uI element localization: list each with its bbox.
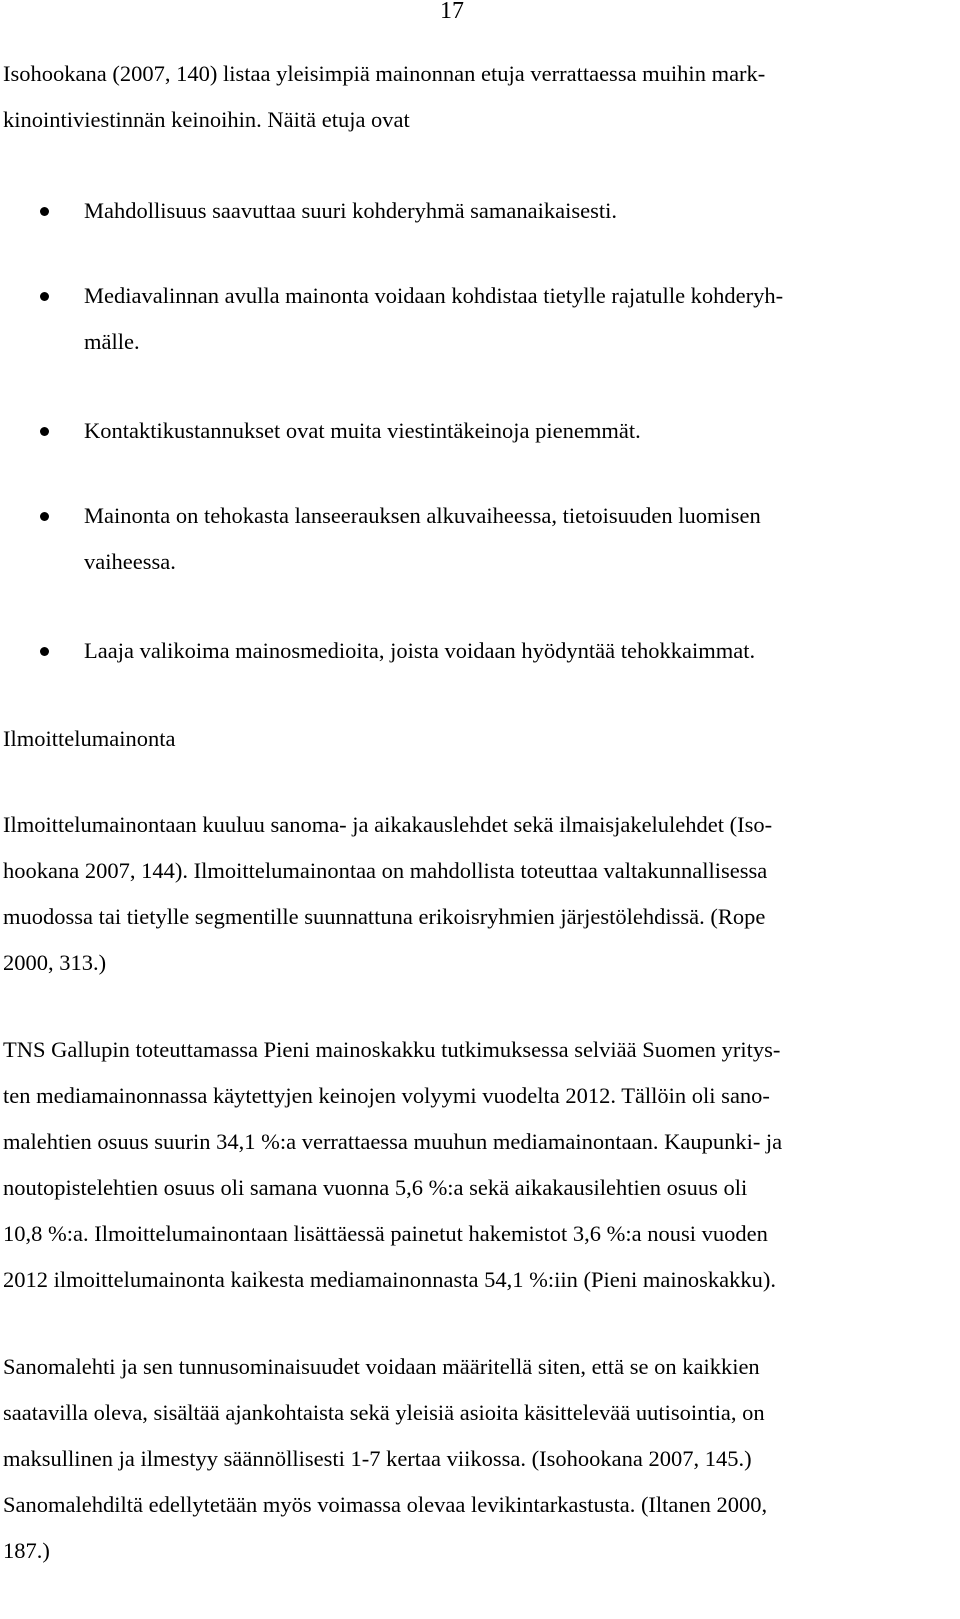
list-item-text: Mahdollisuus saavuttaa suuri kohderyhmä samanaikaisesti. xyxy=(84,198,618,223)
list-item-text: Mainonta on tehokasta lanseerauksen alkuvaiheessa, tietoisuuden luomisen xyxy=(84,503,761,528)
bullet-icon xyxy=(40,207,49,216)
text-line: noutopistelehtien osuus oli samana vuonna 5,6 %:a sekä aikakausilehtien osuus oli xyxy=(3,1175,748,1200)
page-number: 17 xyxy=(440,0,464,24)
text-line: muodossa tai tietylle segmentille suunnattuna erikoisryhmien järjestölehdissä. (Rope xyxy=(3,904,766,929)
list-item-text: mälle. xyxy=(84,329,140,354)
text-line: maksullinen ja ilmestyy säännöllisesti 1-7 kertaa viikossa. (Isohookana 2007, 145.) xyxy=(3,1446,752,1471)
text-line: TNS Gallupin toteuttamassa Pieni mainoskakku tutkimuksessa selviää Suomen yritys- xyxy=(3,1037,781,1062)
text-line: hookana 2007, 144). Ilmoittelumainontaa on mahdollista toteuttaa valtakunnallisessa xyxy=(3,858,768,883)
text-line: kinointiviestinnän keinoihin. Näitä etuja ovat xyxy=(3,107,410,132)
section-heading: Ilmoittelumainonta xyxy=(3,726,176,751)
text-line: 2000, 313.) xyxy=(3,950,107,975)
text-line: 187.) xyxy=(3,1538,50,1563)
list-item-text: Laaja valikoima mainosmedioita, joista voidaan hyödyntää tehokkaimmat. xyxy=(84,638,756,663)
bullet-icon xyxy=(40,512,49,521)
list-item-text: Kontaktikustannukset ovat muita viestintäkeinoja pienemmät. xyxy=(84,418,641,443)
text-line: 10,8 %:a. Ilmoittelumainontaan lisättäessä painetut hakemistot 3,6 %:a nousi vuoden xyxy=(3,1221,768,1246)
text-line: Sanomalehti ja sen tunnusominaisuudet voidaan määritellä siten, että se on kaikkien xyxy=(3,1354,760,1379)
text-line: Ilmoittelumainontaan kuuluu sanoma- ja aikakauslehdet sekä ilmaisjakelulehdet (Iso- xyxy=(3,812,773,837)
text-line: malehtien osuus suurin 34,1 %:a verrattaessa muuhun mediamainontaan. Kaupunki- ja xyxy=(3,1129,783,1154)
bullet-icon xyxy=(40,427,49,436)
text-line: ten mediamainonnassa käytettyjen keinojen volyymi vuodelta 2012. Tällöin oli sano- xyxy=(3,1083,770,1108)
text-line: Sanomalehdiltä edellytetään myös voimassa olevaa levikintarkastusta. (Iltanen 2000, xyxy=(3,1492,768,1517)
bullet-icon xyxy=(40,647,49,656)
text-line: 2012 ilmoittelumainonta kaikesta mediamainonnasta 54,1 %:iin (Pieni mainoskakku). xyxy=(3,1267,776,1292)
list-item-text: Mediavalinnan avulla mainonta voidaan kohdistaa tietylle rajatulle kohderyh- xyxy=(84,283,784,308)
text-line: saatavilla oleva, sisältää ajankohtaista sekä yleisiä asioita käsittelevää uutisointia, on xyxy=(3,1400,765,1425)
bullet-icon xyxy=(40,292,49,301)
list-item-text: vaiheessa. xyxy=(84,549,176,574)
text-line: Isohookana (2007, 140) listaa yleisimpiä mainonnan etuja verrattaessa muihin mark- xyxy=(3,61,766,86)
